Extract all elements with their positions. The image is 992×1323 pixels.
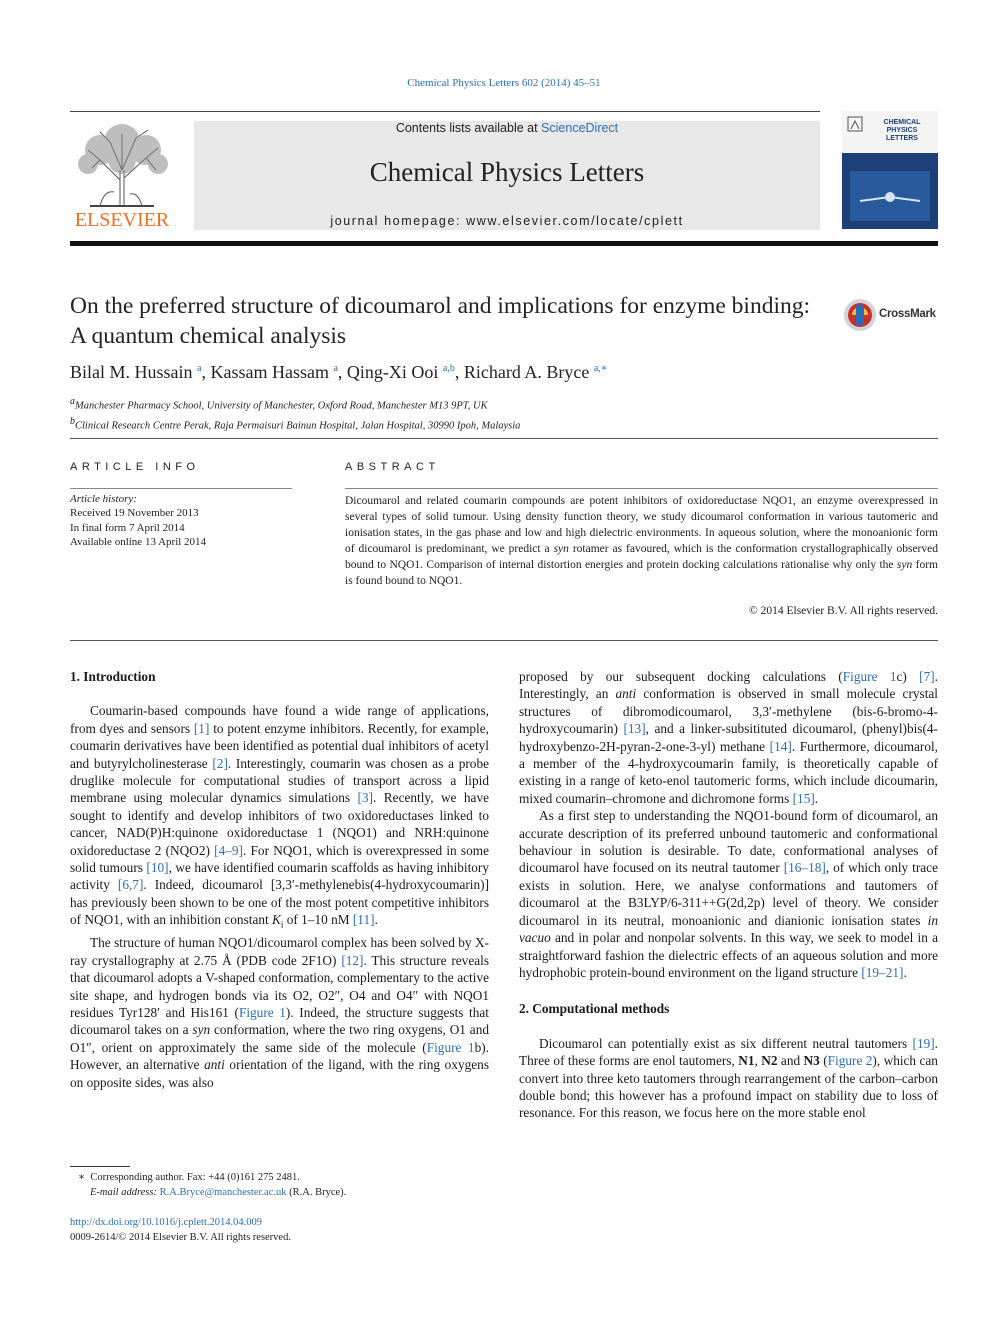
- journal-title: Chemical Physics Letters: [369, 157, 645, 187]
- sciencedirect-link[interactable]: ScienceDirect: [541, 121, 619, 135]
- header-thick-rule: [70, 241, 938, 246]
- online-date: Available online 13 April 2014: [70, 535, 207, 548]
- email-link[interactable]: R.A.Bryce@manchester.ac.uk: [159, 1187, 287, 1198]
- crossmark-badge[interactable]: [843, 297, 943, 333]
- author-name[interactable]: Kassam Hassam: [210, 362, 329, 382]
- article-title: On the preferred structure of dicoumarol and implications for enzyme binding: A quantum chemical analysis: [70, 293, 811, 349]
- author-name[interactable]: Richard A. Bryce: [463, 362, 590, 382]
- doi-link[interactable]: http://dx.doi.org/10.1016/j.cplett.2014.04.009: [70, 1217, 263, 1228]
- contents-prefix: Contents lists available at: [395, 121, 542, 135]
- elsevier-logo[interactable]: [70, 120, 174, 232]
- article-info-heading: ARTICLE INFO: [70, 461, 200, 473]
- email-label: E-mail address:: [90, 1187, 160, 1198]
- article-history: [70, 492, 310, 549]
- header-top-rule: [70, 111, 820, 112]
- history-label: Article history:: [70, 493, 137, 505]
- crossmark-icon: [843, 297, 877, 333]
- affiliations: [70, 394, 930, 433]
- body-column-left: [70, 668, 489, 1091]
- reference-link[interactable]: [6,7]: [117, 877, 144, 893]
- intro-paragraph-2-continued: proposed by our subsequent docking calculations (Figure 1c) [7]. Interestingly, an anti conformation is observed in small molecule crystal structures of dibromodicoumarol, 3,3′-methylene (bis-6-bromo-4-hydroxycoumarin) [13], and a linker-subsitituted dicoumarol, (phenyl)bis(4-hydroxybenzo-2H-pyran-2-one-3-yl) methane [14]. Furthermore, dicoumarol, a member of the 4-hydroxycoumarin family, is theoretically capable of existing in a range of keto-enol tautomeric forms, which include dicoumarin, mixed coumarin–chromone and dichromone forms [15].: [519, 669, 938, 806]
- cover-graphic-icon: [850, 171, 930, 221]
- author-name[interactable]: Bilal M. Hussain: [70, 362, 193, 382]
- reference-link[interactable]: [11]: [352, 912, 375, 928]
- affiliation-rule: [70, 438, 938, 439]
- figure-link[interactable]: Figure 2: [827, 1053, 873, 1069]
- final-form-date: In final form 7 April 2014: [70, 521, 185, 534]
- body-column-right: [519, 668, 938, 1122]
- abstract-rule: [345, 488, 938, 489]
- elsevier-wordmark: ELSEVIER: [74, 209, 170, 231]
- crossmark-label: CrossMark: [879, 308, 936, 320]
- reference-link[interactable]: [19]: [912, 1035, 935, 1051]
- reference-link[interactable]: [19–21]: [861, 964, 904, 980]
- author-affiliation-mark[interactable]: a: [333, 363, 338, 374]
- author-affiliation-mark[interactable]: a: [197, 363, 202, 374]
- reference-link[interactable]: [4–9]: [214, 842, 243, 858]
- received-date: Received 19 November 2013: [70, 507, 199, 520]
- reference-link[interactable]: [10]: [146, 860, 169, 876]
- section-heading-introduction: 1. Introduction: [70, 669, 156, 684]
- reference-link[interactable]: [12]: [341, 952, 364, 968]
- reference-link[interactable]: [16–18]: [783, 860, 826, 876]
- affiliation-line: $^a$Manchester Pharmacy School, University of Manchester, Oxford Road, Manchester M13 9PT, UK: [70, 396, 488, 412]
- abstract-heading: ABSTRACT: [345, 461, 440, 473]
- cover-elsevier-icon: [846, 115, 866, 135]
- author-affiliation-mark[interactable]: a,b: [442, 363, 455, 374]
- journal-header-box: [194, 121, 820, 230]
- doi-block: [70, 1216, 490, 1245]
- figure-link[interactable]: Figure 1: [238, 1004, 286, 1020]
- corresponding-author-text: Corresponding author. Fax: +44 (0)161 275 2481.: [90, 1172, 300, 1183]
- footnote-star: ∗: [78, 1172, 86, 1183]
- reference-link[interactable]: [14]: [769, 738, 792, 754]
- abstract-copyright: © 2014 Elsevier B.V. All rights reserved.: [749, 605, 938, 617]
- reference-link[interactable]: [1]: [193, 720, 210, 736]
- corresponding-author-footnote: ∗ Corresponding author. Fax: +44 (0)161 275 2481. E-mail address: R.A.Bryce@manchester.ac.uk (R.A. Bryce).: [78, 1172, 347, 1198]
- cover-title: CHEMICAL PHYSICS LETTERS: [883, 119, 921, 142]
- section-heading-methods: 2. Computational methods: [519, 1001, 670, 1017]
- contents-line: [194, 121, 820, 135]
- reference-link[interactable]: [3]: [357, 790, 374, 806]
- intro-paragraph-3: As a first step to understanding the NQO1-bound form of dicoumarol, an accurate description of its preferred unbound tautomeric and conformational behaviour in solution is desirable. To date, conformational analyses of dicoumarol have focused on its neutral tautomer [16–18], of which only trace exists in solution. Here, we analyse conformations and tautomers of dicoumarol at the B3LYP/6-311++G(2d,2p) level of theory. We consider dicoumarol in its neutral, monoanionic and dianionic ionisation states in vacuo and in polar and nonpolar solvents. In this way, we seek to model in a straightforward fashion the dielectric effects of an aqueous solution and more hydrophobic protein-bound environment on the ligand structure [19–21].: [519, 808, 938, 980]
- journal-citation-link[interactable]: Chemical Physics Letters 602 (2014) 45–51: [407, 77, 601, 89]
- reference-link[interactable]: [7]: [919, 669, 935, 684]
- reference-link[interactable]: [15]: [792, 790, 815, 806]
- elsevier-tree-icon: [70, 120, 174, 208]
- article-info-rule: [70, 488, 292, 489]
- intro-paragraph-1: Coumarin-based compounds have found a wide range of applications, from dyes and sensors [1] to potent enzyme inhibitors. Recently, for example, coumarin derivatives have been identified as potential dual inhibitors of acetyl and butyrylcholinesterase [2]. Interestingly, coumarin was chosen as a probe druglike molecule for computational studies of transport across a lipid membrane using molecular dynamics simulations [3]. Recently, we have sought to identify and develop inhibitors of two oxidoreductases linked to cancer, NAD(P)H:quinone oxidoreductase 1 (NQO1) and NRH:quinone oxidoreductase 2 (NQO2) [4–9]. For NQO1, which is overexpressed in some solid tumours [10], we have identified coumarin scaffolds as having inhibitory activity [6,7]. Indeed, dicoumarol [3,3′-methylenebis(4-hydroxycoumarin)] has previously been shown to be one of the most potent competitive inhibitors of NQO1, with an inhibition constant $K_i$ of 1–10 nM [11].: [70, 703, 490, 930]
- abstract-text: Dicoumarol and related coumarin compounds are potent inhibitors of oxidoreductase NQO1, an enzyme overexpressed in several types of solid tumour. Using density function theory, we study dicoumarol conformation in various tautomeric and ionisation states, in the gas phase and low and high dielectric environments. In aqueous solution, where the monoanionic form of dicoumarol is predominant, we predict a syn rotamer as favoured, which is the conformation crystallographically observed bound to NQO1. Comparison of internal distortion energies and protein docking calculations rationalise why only the syn form is found bound to NQO1.: [345, 495, 938, 587]
- reference-link[interactable]: [2]: [212, 755, 228, 771]
- figure-link[interactable]: Figure 1: [426, 1039, 475, 1055]
- issn-line: 0009-2614/© 2014 Elsevier B.V. All rights reserved.: [70, 1231, 291, 1243]
- methods-paragraph-1: Dicoumarol can potentially exist as six different neutral tautomers [19]. Three of these forms are enol tautomers, N1, N2 and N3 (Figure 2), which can convert into three keto tautomers through rearrangement of the carbon–carbon double bond; this however has a profound impact on stability due to loss of resonance. For this reason, we focus here on the more stable enol: [519, 1035, 938, 1121]
- author-name[interactable]: Qing-Xi Ooi: [346, 362, 439, 382]
- body-separator-rule: [70, 640, 938, 641]
- affiliation-line: $^b$Clinical Research Centre Perak, Raja Permaisuri Bainun Hospital, Jalan Hospital, 30990 Ipoh, Malaysia: [70, 415, 521, 431]
- author-affiliation-mark[interactable]: a,∗: [593, 363, 608, 374]
- journal-cover-thumbnail[interactable]: [842, 111, 938, 229]
- footnote-rule: [70, 1166, 130, 1167]
- author-list: Bilal M. Hussain $^a$, Kassam Hassam $^a$, Qing-Xi Ooi $^{a,b}$, Richard A. Bryce $^{a,∗}$: [70, 362, 608, 382]
- reference-link[interactable]: [13]: [623, 721, 646, 737]
- journal-homepage[interactable]: journal homepage: www.elsevier.com/locate/cplett: [330, 214, 684, 228]
- figure-link[interactable]: Figure 1: [842, 669, 897, 684]
- intro-paragraph-2: The structure of human NQO1/dicoumarol complex has been solved by X-ray crystallography at 2.75 Å (PDB code 2F1O) [12]. This structure reveals that dicoumarol adopts a V-shaped conformation, complementary to the active site shape, and hydrogen bonds via its O2, O2″, O4 and O4″ with NQO1 residues Tyr128′ and His161 (Figure 1). Indeed, the structure suggests that dicoumarol takes on a syn conformation, where the two ring oxygens, O1 and O1″, orient on approximately the same side of the molecule (Figure 1b). However, an alternative anti orientation of the ligand, with the ring oxygens on opposite sides, was also: [70, 935, 489, 1090]
